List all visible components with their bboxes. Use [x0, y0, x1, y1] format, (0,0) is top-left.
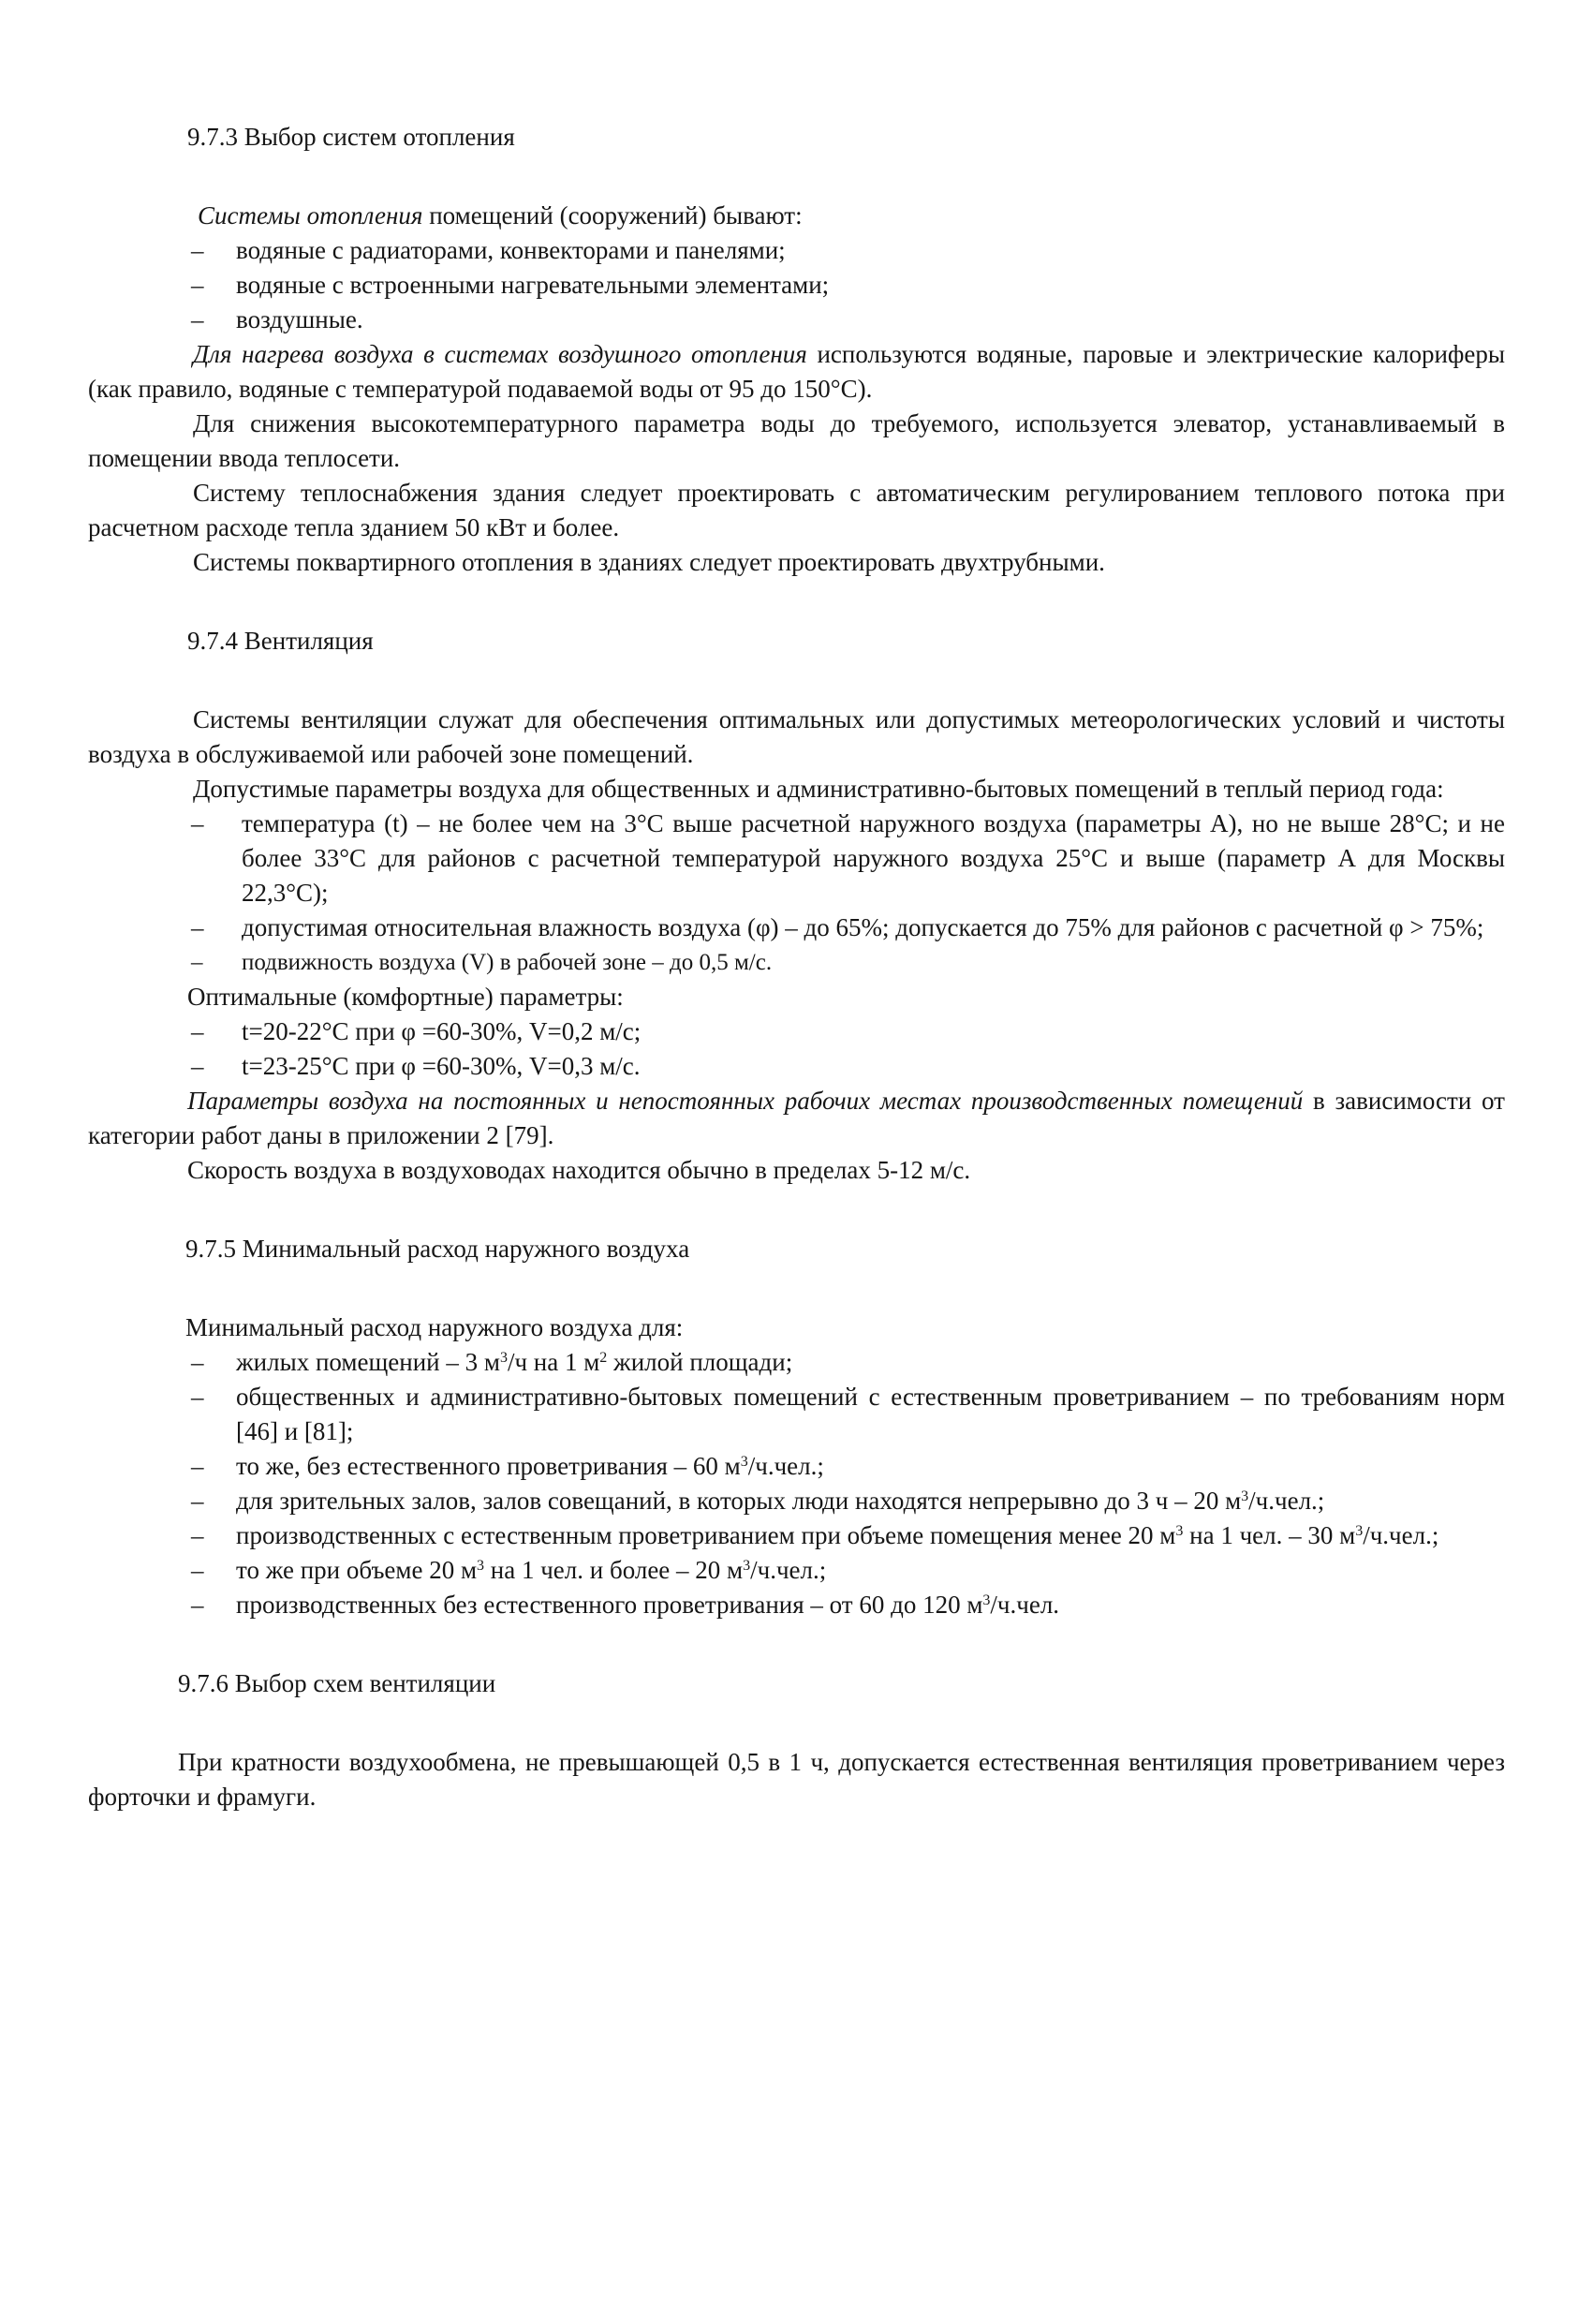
heating-types-list: [88, 233, 1505, 337]
list-item: – то же при объеме 20 $м^3$ на 1 чел. и более – 20 $м^3/ч.чел$.;: [88, 1553, 1505, 1588]
ventilation-paragraph-3-rest: в зависимости от категории работ даны в приложении 2 [79].: [88, 1087, 1505, 1149]
list-item: – для зрительных залов, залов совещаний, в которых люди находятся непрерывно до 3 ч – 20 $м^3/ч.чел$.;: [88, 1484, 1505, 1518]
heating-paragraph-1-italic: Для нагрева воздуха в системах воздушного отопления: [193, 340, 807, 368]
list-item: – то же, без естественного проветривания – 60 $м^3/ч.чел$.;: [88, 1449, 1505, 1484]
list-item: – производственных без естественного проветривания – от 60 до 120 $м^3/ч.чел$.: [88, 1588, 1505, 1622]
list-item: – общественных и административно-бытовых помещений с естественным проветриванием – по требованиям норм [46] и [81];: [88, 1380, 1505, 1449]
heating-paragraph-4: Системы поквартирного отопления в зданиях следует проектировать двухтрубными.: [193, 548, 1105, 576]
section-heading-9-7-4: 9.7.4 Вентиляция: [187, 627, 374, 655]
heating-paragraph-3: Систему теплоснабжения здания следует проектировать с автоматическим регулированием теплового потока при расчетном расходе тепла зданием 50 кВт и более.: [88, 479, 1505, 541]
list-item: – подвижность воздуха (V) в рабочей зоне – до 0,5 м/с.: [88, 945, 1505, 980]
min-air-list: [88, 1345, 1505, 1622]
optimal-parameters-list: [88, 1014, 1505, 1084]
list-item: – жилых помещений – 3 $м^3/ч$ на 1 $м^2$ жилой площади;: [88, 1345, 1505, 1380]
list-item: – t=20-22°С при φ =60-30%, V=0,2 м/с;: [88, 1014, 1505, 1049]
ventilation-paragraph-2: Допустимые параметры воздуха для общественных и административно-бытовых помещений в теплый период года:: [193, 775, 1444, 803]
ventilation-paragraph-1: Системы вентиляции служат для обеспечения оптимальных или допустимых метеорологических условий и чистоты воздуха в обслуживаемой или рабочей зоне помещений.: [88, 705, 1505, 768]
section-heading-9-7-6: 9.7.6 Выбор схем вентиляции: [178, 1669, 496, 1697]
heating-paragraph-1: [88, 337, 1505, 407]
section-heading-9-7-5: 9.7.5 Минимальный расход наружного воздуха: [185, 1235, 690, 1263]
ventilation-paragraph-4: Скорость воздуха в воздуховодах находится обычно в пределах 5-12 м/с.: [187, 1156, 971, 1184]
list-item: – t=23-25°С при φ =60-30%, V=0,3 м/с.: [88, 1049, 1505, 1084]
list-item: – производственных с естественным проветриванием при объеме помещения менее 20 $м^3$ на 1 чел. – 30 $м^3/ч.чел$.;: [88, 1518, 1505, 1553]
heating-paragraph-2: Для снижения высокотемпературного параметра воды до требуемого, используется элеватор, устанавливаемый в помещении ввода теплосети.: [88, 409, 1505, 472]
ventilation-paragraph-3-italic: Параметры воздуха на постоянных и непостоянных рабочих местах производственных помещений: [187, 1087, 1304, 1115]
allowed-parameters-list: [88, 807, 1505, 980]
list-item: – допустимая относительная влажность воздуха (φ) – до 65%; допускается до 75% для районов с расчетной φ > 75%;: [88, 910, 1505, 945]
heating-paragraph-1-rest: используются водяные, паровые и электрические калориферы (как правило, водяные с температурой подаваемой воды от 95 до 150°С).: [88, 340, 1506, 403]
ventilation-paragraph-3: [88, 1084, 1505, 1153]
list-item: – водяные с радиаторами, конвекторами и панелями;: [88, 233, 1505, 268]
heating-intro-rest: помещений (сооружений) бывают:: [422, 201, 803, 229]
list-item: – водяные с встроенными нагревательными элементами;: [88, 268, 1505, 303]
heating-intro: [88, 199, 1505, 233]
ventilation-schemes-paragraph: При кратности воздухообмена, не превышающей 0,5 в 1 ч, допускается естественная вентиляция проветриванием через форточки и фрамуги.: [88, 1748, 1505, 1811]
list-item: – температура (t) – не более чем на 3°С выше расчетной наружного воздуха (параметры А), но не выше 28°С; и не более 33°С для районов с расчетной температурой наружного воздуха 25°С и выше (параметр А для Москвы 22,3°С);: [88, 807, 1505, 910]
min-air-intro: Минимальный расход наружного воздуха для:: [185, 1313, 684, 1341]
heating-intro-italic: Системы отопления: [198, 201, 423, 229]
section-heading-9-7-3: 9.7.3 Выбор систем отопления: [187, 123, 515, 151]
list-item: – воздушные.: [88, 303, 1505, 337]
optimal-parameters-label: Оптимальные (комфортные) параметры:: [187, 983, 624, 1011]
